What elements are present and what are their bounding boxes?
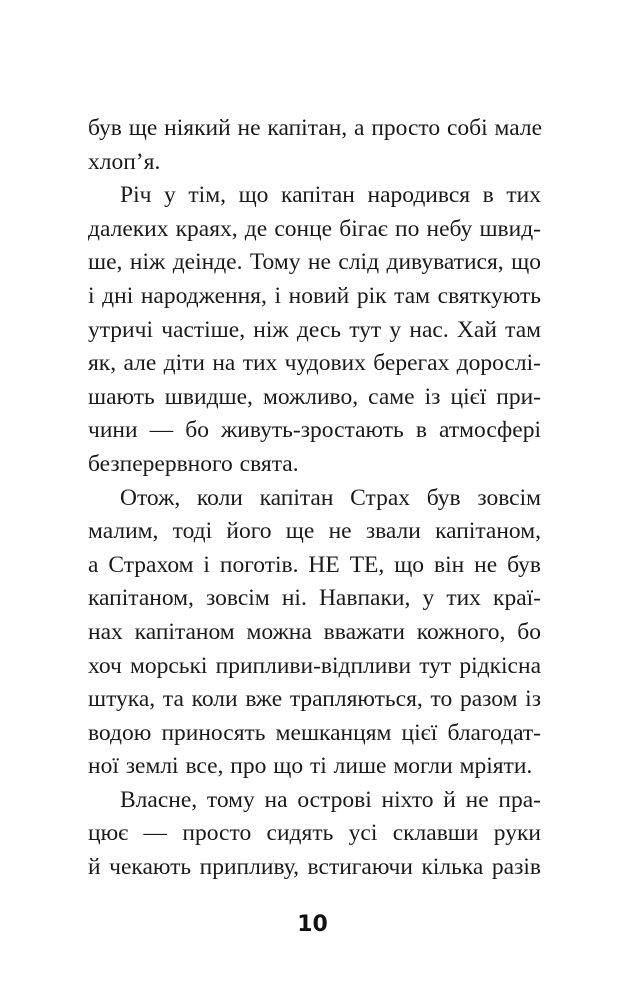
text-line: ної землі все, про що ті лише могли мріяти. [88,753,533,780]
paragraph [88,482,541,784]
text-line: ше, ніж деінде. Тому не слід дивуватися, що [88,249,541,276]
text-line: хоч морські припливи-відпливи тут рідкісна [88,652,541,679]
text-line: Власне, тому на острові ніхто й не пра- [120,786,541,813]
text-line: безперервного свята. [88,450,299,477]
paragraph [88,179,541,481]
text-line: як, але діти на тих чудових берегах дорослі- [88,350,541,377]
text-line: цює — просто сидять усі склавши руки [88,820,541,847]
paragraph [88,112,541,179]
text-line: хлоп’я. [88,148,161,175]
text-line: утричі частіше, ніж десь тут у нас. Хай там [88,316,541,343]
text-line: далеких краях, де сонце бігає по небу швид- [88,215,541,242]
book-page-text [88,112,541,885]
text-line: малим, тоді його ще не звали капітаном, [88,518,541,545]
text-line: шають швидше, можливо, саме із цієї при- [88,383,541,410]
text-line: а Страхом і поготів. НЕ ТЕ, що він не був [88,551,541,578]
text-line: нах капітаном можна вважати кожного, бо [88,618,541,645]
text-line: й чекають припливу, встигаючи кілька разів [88,854,541,881]
text-line: водою приносять мешканцям цієї благодат- [88,719,541,746]
text-line: штука, та коли вже трапляються, то разом із [88,686,541,713]
text-line: Отож, коли капітан Страх був зовсім [120,484,541,511]
text-line: капітаном, зовсім ні. Навпаки, у тих краї- [88,585,541,612]
text-line: Річ у тім, що капітан народився в тих [120,182,541,209]
text-line: чини — бо живуть-зростають в атмосфері [88,417,541,444]
page-number: 10 [297,912,328,937]
text-line: був ще ніякий не капітан, а просто собі мале [88,115,543,141]
paragraph [88,784,541,885]
text-line: і дні народження, і новий рік там святкують [88,282,541,309]
